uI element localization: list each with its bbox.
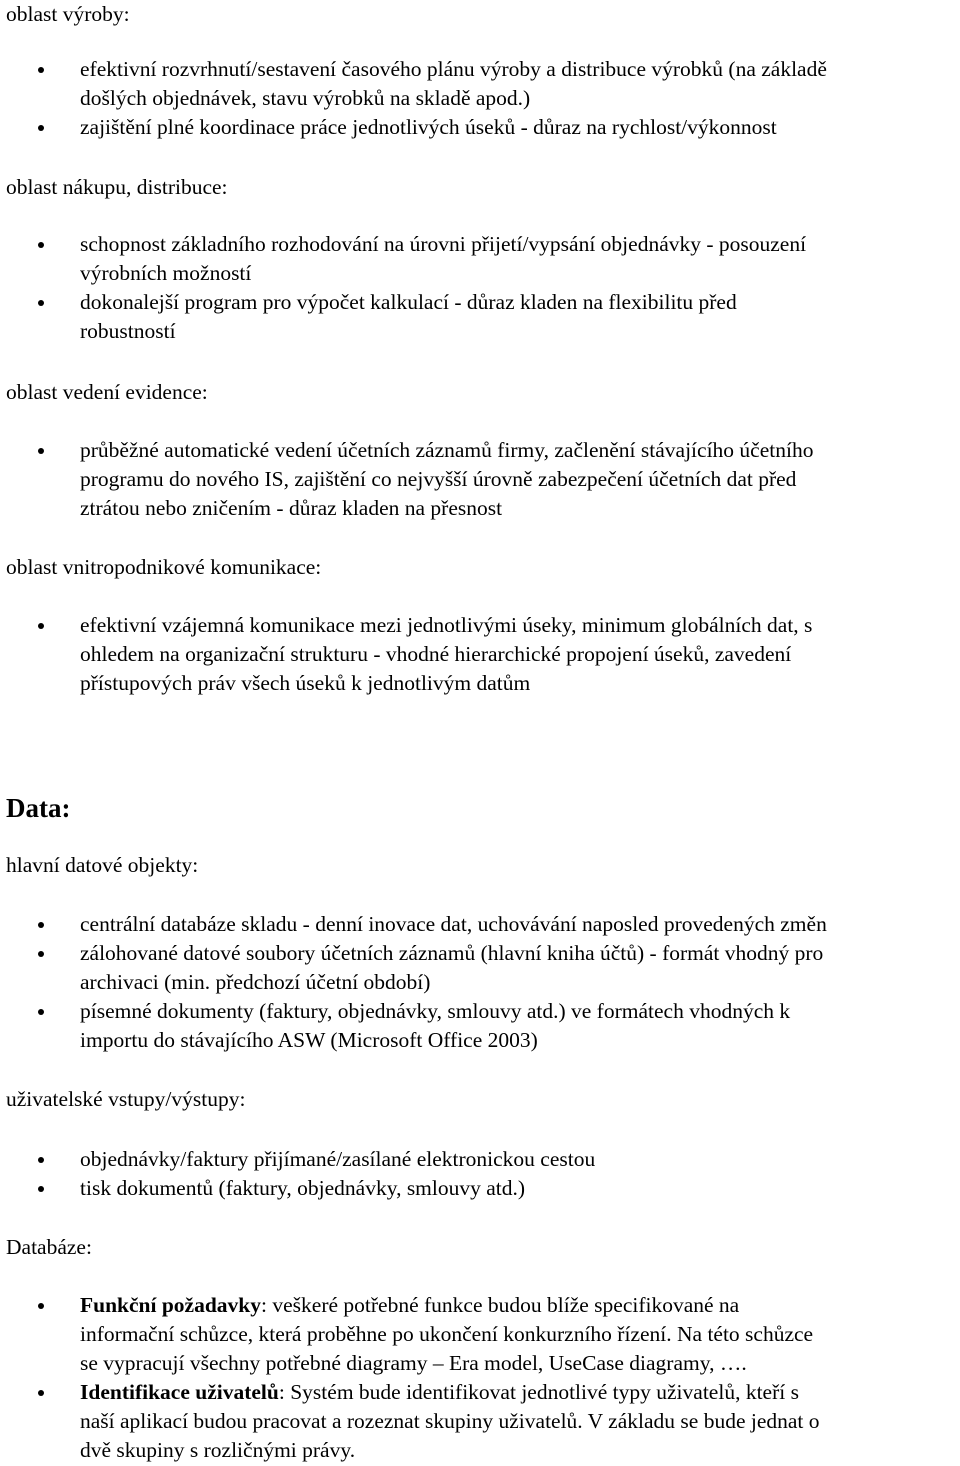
bullet-icon bbox=[38, 242, 44, 248]
section-heading-vstupy-vystupy: uživatelské vstupy/výstupy: bbox=[6, 1087, 246, 1111]
list-item: objednávky/faktury přijímané/zasílané elektronickou cestou bbox=[0, 1145, 960, 1174]
list-item: dokonalejší program pro výpočet kalkulací - důraz kladen na flexibilitu před robustností bbox=[0, 288, 960, 346]
bullet-icon bbox=[38, 623, 44, 629]
bullet-icon bbox=[38, 1009, 44, 1015]
list-item: písemné dokumenty (faktury, objednávky, smlouvy atd.) ve formátech vhodných k importu do stávajícího ASW (Microsoft Office 2003) bbox=[0, 997, 960, 1055]
bullet-list-komunikace bbox=[0, 611, 960, 698]
section-heading-vyroba: oblast výroby: bbox=[6, 2, 130, 26]
bullet-list-datove-objekty bbox=[0, 910, 960, 1055]
list-item: Identifikace uživatelů: Systém bude identifikovat jednotlivé typy uživatelů, kteří s naší aplikací budou pracovat a rozeznat skupiny uživatelů. V základu se bude jednat o dvě skupiny s rozličnými právy. bbox=[0, 1378, 960, 1465]
list-item: zajištění plné koordinace práce jednotlivých úseků - důraz na rychlost/výkonnost bbox=[0, 113, 960, 142]
bullet-icon bbox=[38, 300, 44, 306]
bullet-icon bbox=[38, 922, 44, 928]
bullet-list-vyroba bbox=[0, 55, 960, 142]
list-item: schopnost základního rozhodování na úrovni přijetí/vypsání objednávky - posouzení výrobních možností bbox=[0, 230, 960, 288]
section-heading-komunikace: oblast vnitropodnikové komunikace: bbox=[6, 555, 322, 579]
bullet-icon bbox=[38, 1157, 44, 1163]
bullet-icon bbox=[38, 125, 44, 131]
section-heading-evidence: oblast vedení evidence: bbox=[6, 380, 208, 404]
bullet-icon bbox=[38, 1303, 44, 1309]
term-identifikace-uzivatelu: Identifikace uživatelů bbox=[80, 1380, 279, 1404]
data-heading: Data: bbox=[6, 793, 71, 823]
list-item: efektivní rozvrhnutí/sestavení časového plánu výroby a distribuce výrobků (na základě došlých objednávek, stavu výrobků na skladě apod.) bbox=[0, 55, 960, 113]
bullet-icon bbox=[38, 67, 44, 73]
section-heading-databaze: Databáze: bbox=[6, 1235, 92, 1259]
bullet-icon bbox=[38, 951, 44, 957]
bullet-icon bbox=[38, 1390, 44, 1396]
bullet-icon bbox=[38, 448, 44, 454]
section-heading-datove-objekty: hlavní datové objekty: bbox=[6, 853, 199, 877]
list-item: průběžné automatické vedení účetních záznamů firmy, začlenění stávajícího účetního programu do nového IS, zajištění co nejvyšší úrovně zabezpečení účetních dat před ztrátou nebo zničením - důraz kladen na přesnost bbox=[0, 436, 960, 523]
bullet-list-databaze bbox=[0, 1291, 960, 1465]
list-item: efektivní vzájemná komunikace mezi jednotlivými úseky, minimum globálních dat, s ohledem na organizační strukturu - vhodné hierarchické propojení úseků, zavedení přístupových práv všech úseků k jednotlivým datům bbox=[0, 611, 960, 698]
bullet-list-nakup bbox=[0, 230, 960, 346]
bullet-list-evidence bbox=[0, 436, 960, 523]
list-item: zálohované datové soubory účetních záznamů (hlavní kniha účtů) - formát vhodný pro archivaci (min. předchozí účetní období) bbox=[0, 939, 960, 997]
bullet-list-vstupy-vystupy bbox=[0, 1145, 960, 1203]
list-item: Funkční požadavky: veškeré potřebné funkce budou blíže specifikované na informační schůzce, která proběhne po ukončení konkurzního řízení. Na této schůzce se vypracují všechny potřebné diagramy – Era model, UseCase diagramy, …. bbox=[0, 1291, 960, 1378]
section-heading-nakup: oblast nákupu, distribuce: bbox=[6, 175, 228, 199]
term-funkcni-pozadavky: Funkční požadavky bbox=[80, 1293, 262, 1317]
list-item: tisk dokumentů (faktury, objednávky, smlouvy atd.) bbox=[0, 1174, 960, 1203]
bullet-icon bbox=[38, 1186, 44, 1192]
list-item: centrální databáze skladu - denní inovace dat, uchovávání naposled provedených změn bbox=[0, 910, 960, 939]
